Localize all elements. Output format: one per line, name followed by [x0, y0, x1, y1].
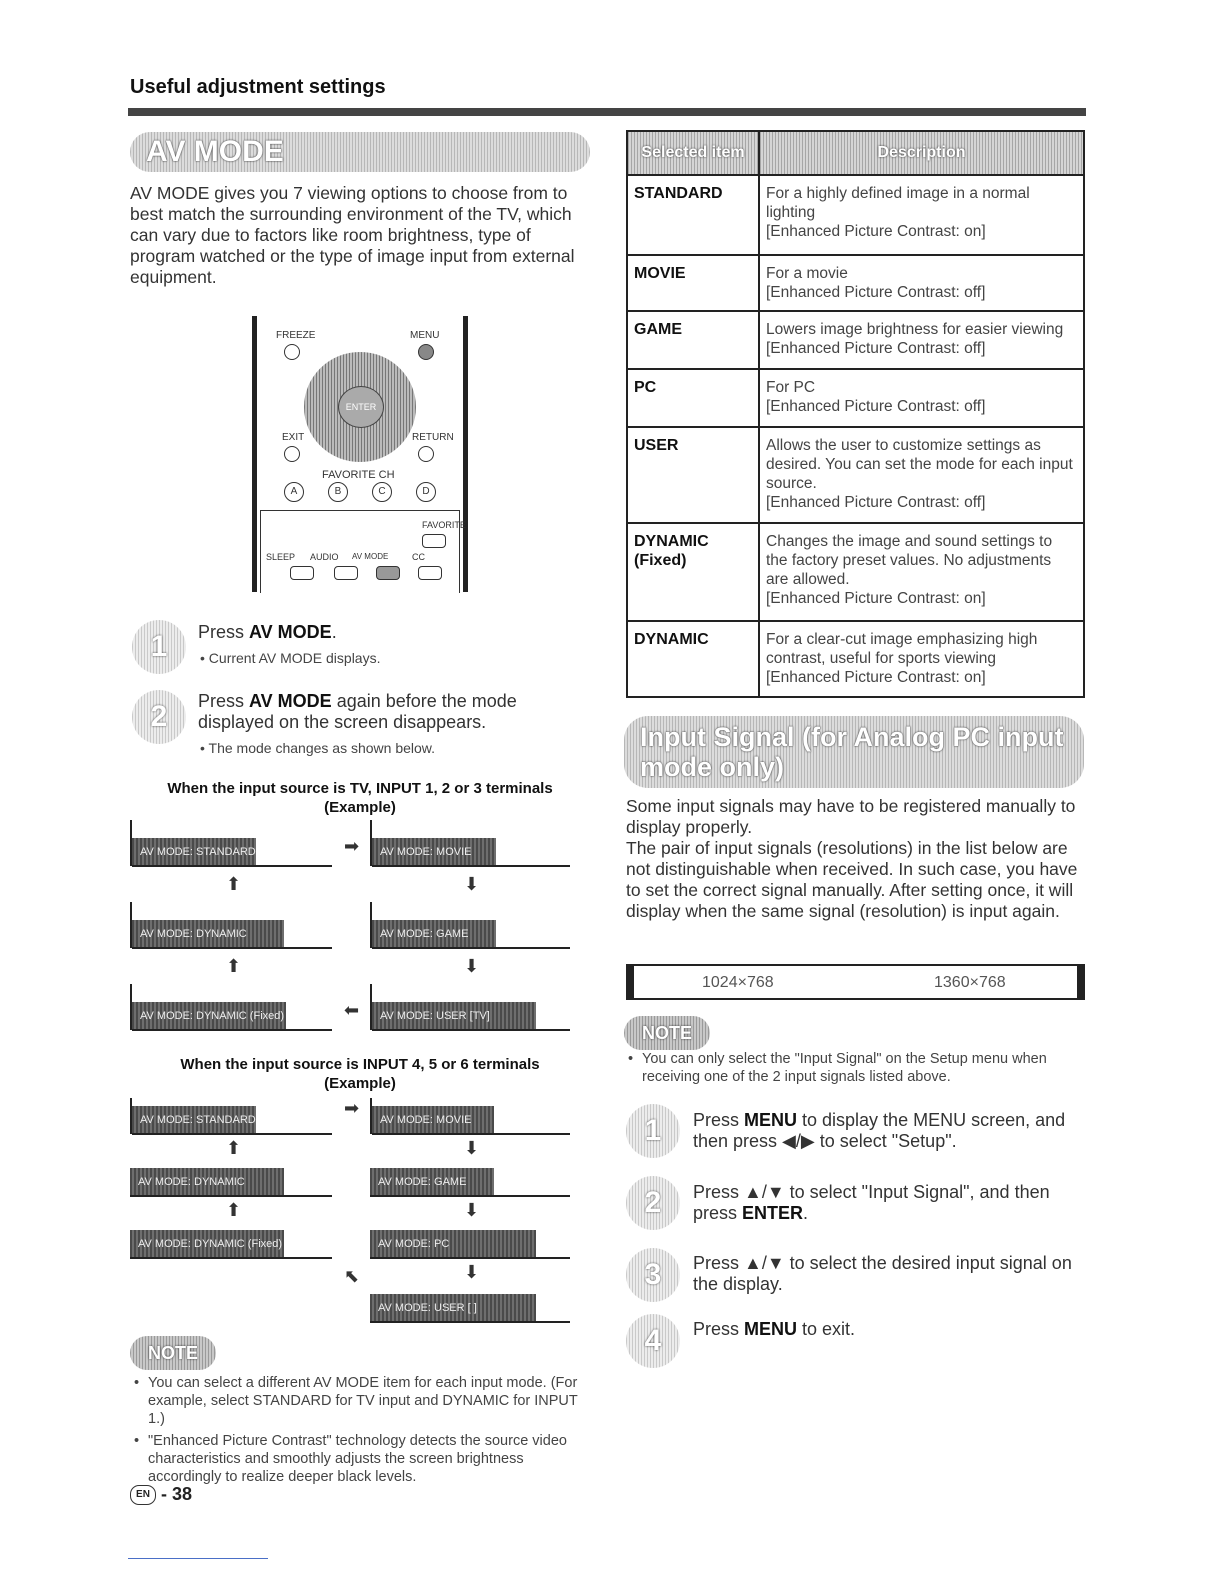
return-button — [418, 446, 434, 462]
cc-button — [418, 566, 442, 580]
avmode-label: AV MODE — [352, 552, 389, 561]
flow-1-movie: AV MODE: MOVIE — [372, 838, 496, 866]
c-button: C — [372, 482, 392, 502]
step-1-number: 1 — [132, 620, 186, 674]
b-button: B — [328, 482, 348, 502]
setup-step-3-text: Press ▲/▼ to select the desired input signal on the display. — [693, 1253, 1072, 1294]
step-2-number: 2 — [132, 690, 186, 744]
favorite-button — [422, 534, 446, 548]
flow-1-standard: AV MODE: STANDARD — [132, 838, 256, 866]
av-mode-intro: AV MODE gives you 7 viewing options to choose from to best match the surrounding environment of the TV, which can vary due to factors like room brightness, type of program watched or the type of image input from external equipment. — [130, 183, 575, 287]
input-signal-banner: Input Signal (for Analog PC input mode only) — [624, 716, 1084, 788]
av-mode-table — [626, 130, 1085, 698]
arrow-up-icon: ⬆ — [226, 874, 242, 894]
arrow-down-icon: ⬇ — [464, 1200, 480, 1220]
enter-button: ENTER — [338, 386, 384, 428]
resolution-2: 1360×768 — [934, 974, 1006, 991]
flow-2-standard: AV MODE: STANDARD — [132, 1106, 256, 1134]
freeze-button — [284, 344, 300, 360]
table-row: DYNAMIC (Fixed) Changes the image and sound settings to the factory preset values. No adjustments are allowed. [Enhanced Picture Contrast: on] — [627, 523, 1084, 621]
arrow-down-icon: ⬇ — [464, 956, 480, 976]
arrow-up-icon: ⬆ — [226, 1138, 242, 1158]
setup-step-3-number: 3 — [626, 1248, 680, 1302]
av-mode-banner: AV MODE — [130, 132, 590, 172]
table-header-item: Selected item — [627, 131, 759, 175]
flow-2-dynamic: AV MODE: DYNAMIC — [130, 1168, 284, 1196]
note-item-1: • You can select a different AV MODE item for each input mode. (For example, select STANDARD for TV input and DYNAMIC for INPUT 1.) — [148, 1374, 592, 1428]
table-header-description: Description — [759, 131, 1084, 175]
setup-step-2-number: 2 — [626, 1176, 680, 1230]
flow-2-game: AV MODE: GAME — [370, 1168, 494, 1196]
arrow-right-icon: ➡ — [344, 1098, 360, 1118]
flow-2-movie: AV MODE: MOVIE — [372, 1106, 494, 1134]
table-row: MOVIE For a movie [Enhanced Picture Contrast: off] — [627, 255, 1084, 311]
step-2-bullet: • The mode changes as shown below. — [200, 740, 436, 756]
footer-line — [128, 1558, 268, 1559]
table-row: DYNAMIC For a clear-cut image emphasizing high contrast, useful for sports viewing [Enhanced Picture Contrast: on] — [627, 621, 1084, 697]
setup-step-4-text: Press MENU to exit. — [693, 1319, 856, 1339]
flow-2-pc: AV MODE: PC — [370, 1230, 536, 1258]
arrow-down-icon: ⬇ — [464, 1138, 480, 1158]
table-row: PC For PC [Enhanced Picture Contrast: off] — [627, 369, 1084, 427]
arrow-up-icon: ⬆ — [226, 1200, 242, 1220]
flow-2-user: AV MODE: USER [ ] — [370, 1294, 536, 1322]
header-rule — [128, 108, 1086, 116]
arrow-down-icon: ⬇ — [464, 874, 480, 894]
page-number: EN - 38 — [130, 1484, 192, 1505]
input-signal-note: • You can only select the "Input Signal" on the Setup menu when receiving one of the 2 input signals listed above. — [642, 1050, 1082, 1086]
d-button: D — [416, 482, 436, 502]
flow-2-dynamic-fixed: AV MODE: DYNAMIC (Fixed) — [130, 1230, 284, 1258]
flow-1-dynamic: AV MODE: DYNAMIC — [132, 920, 284, 948]
arrow-up-left-icon: ⬉ — [344, 1266, 360, 1286]
exit-button — [284, 446, 300, 462]
audio-button — [334, 566, 358, 580]
menu-button — [418, 344, 434, 360]
a-button: A — [284, 482, 304, 502]
arrow-right-icon: ➡ — [344, 836, 360, 856]
section-title: Useful adjustment settings — [130, 76, 386, 98]
audio-label: AUDIO — [310, 552, 339, 562]
step-2-text: Press AV MODE again before the mode displayed on the screen disappears. — [198, 691, 517, 732]
favorite-ch-label: FAVORITE CH — [322, 469, 395, 481]
setup-step-1-text: Press MENU to display the MENU screen, and then press ◀/▶ to select "Setup". — [693, 1110, 1066, 1151]
arrow-up-icon: ⬆ — [226, 956, 242, 976]
table-row: GAME Lowers image brightness for easier viewing [Enhanced Picture Contrast: off] — [627, 311, 1084, 369]
favorite-label: FAVORITE — [422, 520, 466, 530]
arrow-left-icon: ⬅ — [344, 1000, 360, 1020]
language-badge: EN — [130, 1485, 156, 1505]
table-row: USER Allows the user to customize settings as desired. You can set the mode for each input source. [Enhanced Picture Contrast: off] — [627, 427, 1084, 523]
arrow-down-icon: ⬇ — [464, 1262, 480, 1282]
note-badge: NOTE — [130, 1336, 216, 1370]
flow-2-caption: When the input source is INPUT 4, 5 or 6 terminals (Example) — [180, 1056, 540, 1092]
table-row: STANDARD For a highly defined image in a normal lighting [Enhanced Picture Contrast: on] — [627, 175, 1084, 255]
input-signal-para-2: The pair of input signals (resolutions) in the list below are not distinguishable when received. In such case, you have to set the correct signal manually. After setting once, it will display when the same signal (resolution) is input again. — [626, 838, 1078, 921]
avmode-button — [376, 566, 400, 580]
sleep-label: SLEEP — [266, 552, 296, 562]
flow-1-user: AV MODE: USER [TV] — [372, 1002, 536, 1030]
flow-1-caption: When the input source is TV, INPUT 1, 2 or 3 terminals (Example) — [167, 780, 553, 816]
resolution-1: 1024×768 — [702, 974, 774, 991]
return-label: RETURN — [412, 432, 454, 443]
flow-1-game: AV MODE: GAME — [372, 920, 496, 948]
remote-illustration — [252, 316, 468, 592]
cc-label: CC — [412, 552, 425, 562]
freeze-label: FREEZE — [276, 330, 316, 341]
exit-label: EXIT — [282, 432, 305, 443]
setup-step-2-text: Press ▲/▼ to select "Input Signal", and then press ENTER. — [693, 1182, 1050, 1223]
note-badge: NOTE — [624, 1016, 710, 1050]
sleep-button — [290, 566, 314, 580]
step-1-bullet: • Current AV MODE displays. — [200, 650, 381, 666]
resolution-box — [626, 964, 1085, 1000]
setup-step-1-number: 1 — [626, 1104, 680, 1158]
flow-1-dynamic-fixed: AV MODE: DYNAMIC (Fixed) — [132, 1002, 286, 1030]
note-item-2: • "Enhanced Picture Contrast" technology detects the source video characteristics and smoothly adjusts the screen brightness accordingly to realize deeper black levels. — [148, 1432, 592, 1486]
step-1-text: Press AV MODE. — [198, 622, 337, 642]
setup-step-4-number: 4 — [626, 1314, 680, 1368]
input-signal-para-1: Some input signals may have to be registered manually to display properly. — [626, 796, 1076, 837]
menu-label: MENU — [410, 330, 440, 341]
